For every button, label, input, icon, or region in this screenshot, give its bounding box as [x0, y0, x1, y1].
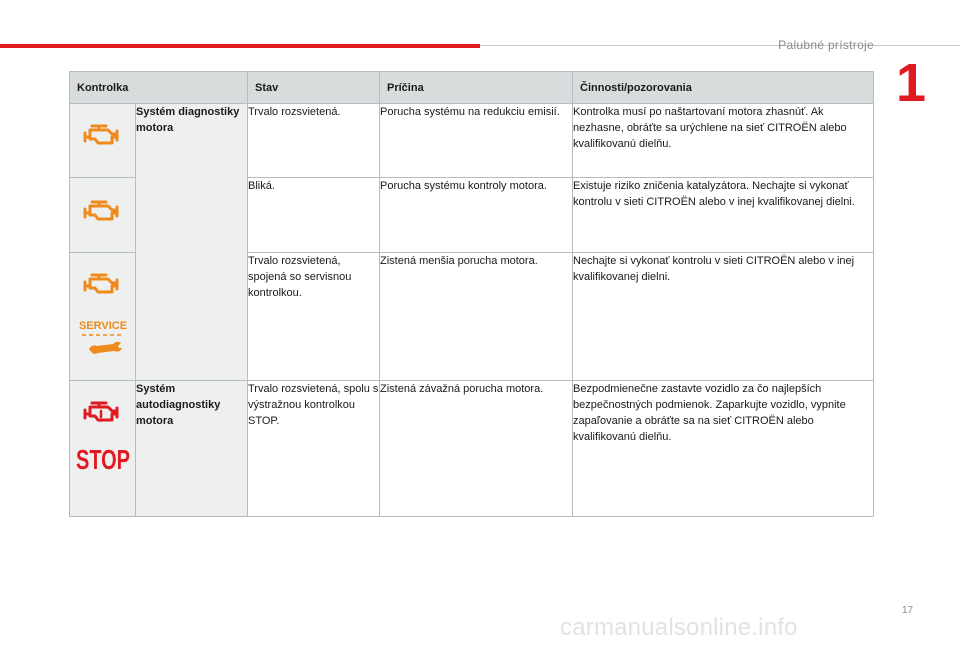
cinnosti-cell: Existuje riziko zničenia katalyzátora. Nechajte si vykonať kontrolu v sieti CITROËN alebo v inej kvalifikovanej dielni. — [573, 178, 874, 253]
stav-cell: Trvalo rozsvietená. — [248, 104, 380, 178]
header-divider — [480, 45, 960, 46]
col-header-cinnosti: Činnosti/pozorovania — [573, 72, 874, 104]
watermark: carmanualsonline.info — [560, 614, 798, 641]
pricina-cell: Porucha systému kontroly motora. — [380, 178, 573, 253]
col-header-kontrolka: Kontrolka — [70, 72, 248, 104]
engine-icon — [82, 196, 124, 226]
service-label: SERVICE — [78, 320, 127, 332]
pricina-cell: Zistená závažná porucha motora. — [380, 381, 573, 517]
cinnosti-cell: Bezpodmienečne zastavte vozidlo za čo najlepších bezpečnostných podmienok. Zaparkujte vozidlo, vypnite zapaľovanie a obráťte sa na sieť CITROËN alebo kvalifikovanú dielňu. — [573, 381, 874, 517]
cinnosti-cell: Kontrolka musí po naštartovaní motora zhasnúť. Ak nezhasne, obráťte sa urýchlene na sieť CITROËN alebo kvalifikovanú dielňu. — [573, 104, 874, 178]
warning-lights-table — [69, 71, 874, 517]
engine-icon — [82, 269, 124, 299]
system-cell: Systém autodiagnostiky motora — [136, 381, 248, 517]
col-header-stav: Stav — [248, 72, 380, 104]
stav-cell: Trvalo rozsvietená, spojená so servisnou kontrolkou. — [248, 253, 380, 381]
engine-icon — [82, 120, 124, 150]
engine-alert-icon — [82, 397, 124, 427]
table-header-row — [70, 72, 874, 104]
stav-cell: Bliká. — [248, 178, 380, 253]
table-row — [70, 381, 874, 517]
system-cell: Systém diagnostiky motora — [136, 104, 248, 381]
table-row — [70, 104, 874, 178]
stop-icon — [74, 441, 132, 475]
icon-cell — [70, 104, 136, 178]
col-header-pricina: Príčina — [380, 72, 573, 104]
section-title: Palubné prístroje — [778, 38, 874, 52]
chapter-number: 1 — [896, 53, 927, 113]
header-red-bar — [0, 44, 480, 48]
stav-cell: Trvalo rozsvietená, spolu s výstražnou kontrolkou STOP. — [248, 381, 380, 517]
page-number: 17 — [902, 605, 914, 616]
icon-cell — [70, 178, 136, 253]
pricina-cell: Porucha systému na redukciu emisií. — [380, 104, 573, 178]
icon-cell — [70, 381, 136, 517]
stop-label: STOP — [75, 444, 130, 475]
service-wrench-icon — [80, 319, 126, 359]
icon-cell — [70, 253, 136, 381]
cinnosti-cell: Nechajte si vykonať kontrolu v sieti CITROËN alebo v inej kvalifikovanej dielni. — [573, 253, 874, 381]
pricina-cell: Zistená menšia porucha motora. — [380, 253, 573, 381]
